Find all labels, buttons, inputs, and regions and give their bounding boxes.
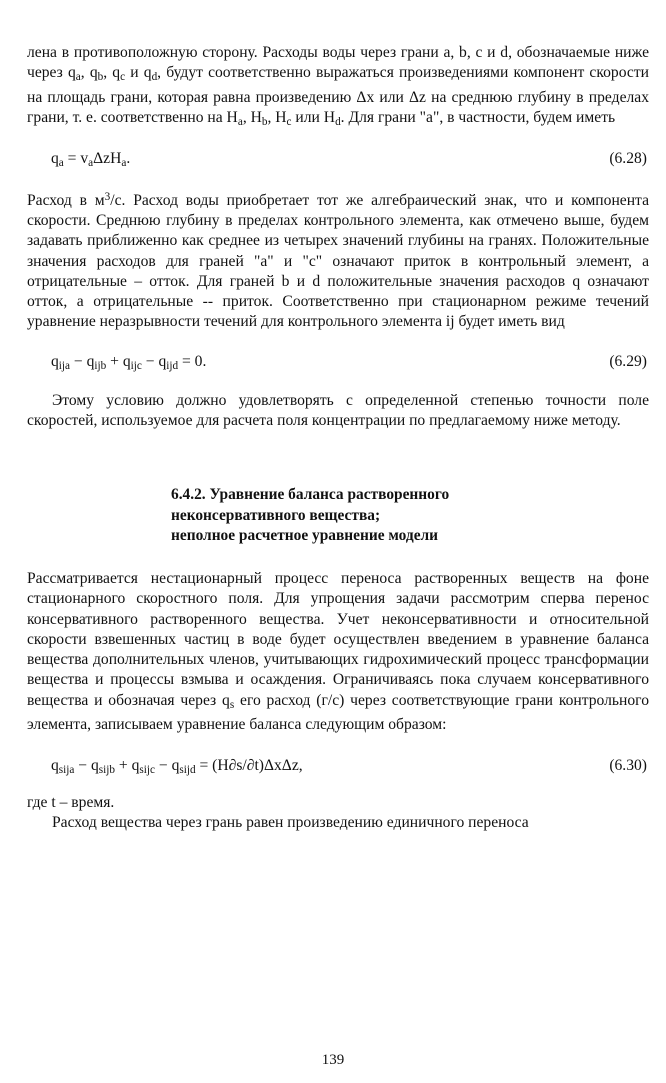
subscript: c [120,71,126,84]
page-content [27,43,649,833]
subscript: c [286,116,292,129]
paragraph-4 [27,569,649,736]
heading-line: 6.4.2. Уравнение баланса растворенного [171,486,450,504]
text: лена в противоположную сторону. Расходы воды через грани a, b, c и d, обозначаемые ниже через q [27,44,649,82]
eq-part: − q [74,757,99,775]
superscript: 3 [104,190,111,203]
subscript: ijc [130,359,142,372]
equation-6-28 [27,150,649,169]
eq-part: q [51,150,59,168]
text: , H [267,109,287,127]
text: , H [242,109,262,127]
eq-part: + q [115,757,140,775]
eq-part: = (H∂s/∂t)ΔxΔz, [195,757,303,775]
equation-number: (6.30) [609,757,647,775]
subscript: a [88,157,94,170]
subscript: sija [58,764,75,777]
subscript: sijb [98,764,115,777]
paragraph-1 [27,43,649,132]
heading-line: неконсервативного вещества; [171,506,381,524]
equation-number: (6.28) [609,150,647,168]
subscript: a [75,71,81,84]
eq-part: + q [106,352,131,370]
equation-body [51,757,303,776]
paragraph-6: Расход вещества через грань равен произведению единичного переноса [52,813,529,831]
text: его расход (г/с) через соответствующие грани контрольного элемента, записываем уравнение баланса следующим образом: [27,691,649,734]
text: и q [125,64,152,82]
subscript: a [58,157,64,170]
eq-part: − q [70,352,95,370]
subscript: sijc [139,764,155,777]
text: Рассматривается нестационарный процесс переноса растворенных веществ на фоне стационарного скоростного поля. Для упрощения задачи рассмотрим сперва перенос консервативного растворенного вещества. Учет неконсервативности и относительной скорости взвешенных частиц в воде будет осуществлен введением в уравнение баланса вещества дополнительных членов, учитывающих гидрохимический процесс трансформации вещества и процессы взмыва и осаждения. Ограничиваясь пока случаем консервативного вещества и обозначая через q [27,569,649,709]
equation-body [51,150,130,169]
equation-6-30 [27,757,649,776]
subscript: s [229,698,235,711]
subscript: sijd [179,764,196,777]
eq-part: q [51,757,59,775]
subscript: ijd [166,359,179,372]
subscript: a [237,116,243,129]
eq-part: . [126,150,131,168]
heading-line: неполное расчетное уравнение модели [171,527,439,545]
equation-body [51,353,206,372]
text: . Для грани "a", в частности, будем иметь [340,109,616,127]
section-heading [171,485,649,547]
subscript: ija [58,359,71,372]
subscript: d [151,71,158,84]
paragraph-2 [27,187,649,333]
subscript: b [261,116,268,129]
paragraph-3: Этому условию должно удовлетворять с определенной степенью точности поле скоростей, используемое для расчета поля концентрации по предлагаемому ниже методу. [27,391,649,430]
subscript: b [97,71,104,84]
text: , будут соответственно выражаться произведениями компонент скорости на площадь грани, которая равна произведению Δx или Δz на среднюю глубину в пределах грани, т. е. соответственно на H [27,64,649,127]
page-number: 139 [321,1052,345,1068]
subscript: d [335,116,341,129]
eq-part: = v [63,150,89,168]
paragraph-5: где t – время. [27,793,115,811]
equation-number: (6.29) [609,352,647,370]
text: Расход в м [27,191,105,209]
eq-part: − q [154,757,180,775]
text: /с. Расход воды приобретает тот же алгебраический знак, что и компонента скорости. Среднюю глубину в пределах контрольного элемента, как отмечено выше, будем задавать приближенно как среднее из четырех значений глубины на гранях. Положительные значения расходов для граней "a" и "c" означают приток в контрольный элемент, а отрицательные – отток. Для граней b и d положительные значения расходов q означают отток, а отрицательные -- приток. Соответственно при стационарном режиме течений уравнение неразрывности течений для контрольного элемента ij будет иметь вид [27,191,649,331]
text: или H [291,109,336,127]
subscript: a [121,157,127,170]
subscript: ijb [94,359,107,372]
text: , q [103,64,121,82]
eq-part: q [51,352,59,370]
eq-part: − q [141,352,167,370]
eq-part: ΔzH [93,150,122,168]
text: , q [80,64,98,82]
equation-6-29 [27,353,649,372]
eq-part: = 0. [178,352,207,370]
